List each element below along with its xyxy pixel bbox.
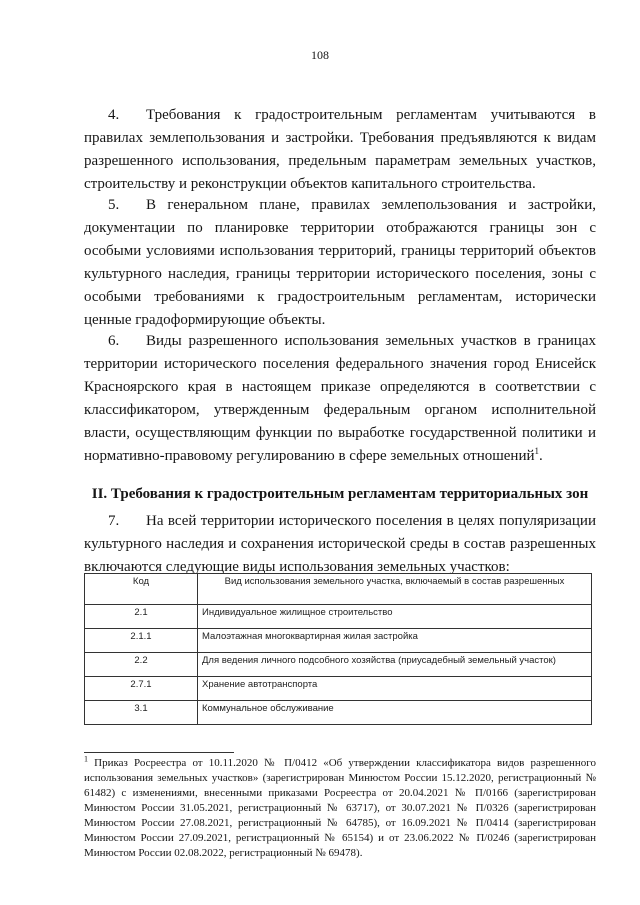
- paragraph-6: 6. Виды разрешенного использования земельных участков в границах территории исторического поселения федерального значения город Енисейск Красноярского края в настоящем приказе определяются в соответствии с классификатором, утвержденным федеральным органом исполнительной власти, осуществляющим функции по выработке государственной политики и нормативно-правовому регулированию в сфере земельных отношений$^1$.: [84, 330, 596, 468]
- footnote-text: Приказ Росреестра от 10.11.2020 № П/0412 «Об утверждении классификатора видов разрешенного использования земельных участков» (зарегистрирован Минюстом России 15.12.2020, регистрационный № 61482) с изменениями, внесенными приказами Росреестра от 20.04.2021 № П/0166 (зарегистрирован Минюстом России 31.05.2021, регистрационный № 63717), от 30.07.2021 № П/0326 (зарегистрирован Минюстом России 27.08.2021, регистрационный № 64785), от 16.09.2021 № П/0414 (зарегистрирован Минюстом России 27.09.2021, регистрационный № 65154) и от 23.06.2022 № П/0246 (зарегистрирован Минюстом России 02.08.2022, регистрационный № 69478).: [84, 757, 596, 859]
- paragraph-6-number: 6.: [108, 333, 120, 349]
- paragraph-4: [84, 104, 596, 196]
- row-code: 2.2: [85, 653, 198, 677]
- paragraph-7: [84, 510, 596, 579]
- footnote-mark: 1: [84, 754, 88, 764]
- table-row: [85, 701, 592, 725]
- paragraph-5-number: 5.: [108, 197, 120, 213]
- paragraph-5: [84, 194, 596, 332]
- table-row: [85, 653, 592, 677]
- paragraph-4-text: Требования к градостроительным регламентам учитываются в правилах землепользования и застройки. Требования предъявляются к видам разрешенного использования, предельным параметрам земельных участков, строительству и реконструкции объектов капитального строительства.: [84, 107, 596, 192]
- row-code: 2.1.1: [85, 629, 198, 653]
- row-land-use: Хранение автотранспорта: [198, 677, 592, 701]
- row-land-use: Малоэтажная многоквартирная жилая застройка: [198, 629, 592, 653]
- table-row: [85, 629, 592, 653]
- table-row: [85, 605, 592, 629]
- footnote-reference[interactable]: 1: [534, 446, 540, 456]
- header-land-use-type: Вид использования земельного участка, включаемый в состав разрешенных: [198, 574, 592, 605]
- paragraph-5-text: В генеральном плане, правилах землепользования и застройки, документации по планировке территории отображаются границы зон с особыми условиями использования территорий, границы территорий объектов культурного наследия, границы территории исторического поселения, зоны с особыми требованиями к градостроительным регламентам, исторически ценные градоформирующие объекты.: [84, 197, 596, 328]
- table-header-row: [85, 574, 592, 605]
- row-code: 3.1: [85, 701, 198, 725]
- row-land-use: Коммунальное обслуживание: [198, 701, 592, 725]
- row-land-use: Индивидуальное жилищное строительство: [198, 605, 592, 629]
- paragraph-4-number: 4.: [108, 107, 120, 123]
- paragraph-7-text: На всей территории исторического поселения в целях популяризации культурного наследия и сохранения исторической среды в состав разрешенных включаются следующие виды использования земельных участков:: [84, 513, 596, 575]
- row-code: 2.1: [85, 605, 198, 629]
- paragraph-6-text: Виды разрешенного использования земельных участков в границах территории исторического поселения федерального значения город Енисейск Красноярского края в настоящем приказе определяются в соответствии с классификатором, утвержденным федеральным органом исполнительной власти, осуществляющим функции по выработке государственной политики и нормативно-правовому регулированию в сфере земельных отношений: [84, 333, 596, 464]
- row-land-use: Для ведения личного подсобного хозяйства (приусадебный земельный участок): [198, 653, 592, 677]
- page-number: 108: [311, 48, 329, 62]
- table-row: [85, 677, 592, 701]
- header-code: Код: [85, 574, 198, 605]
- paragraph-7-number: 7.: [108, 513, 120, 529]
- section-heading: II. Требования к градостроительным регламентам территориальных зон: [91, 486, 589, 502]
- footnote: [84, 756, 596, 861]
- footnote-divider: [84, 752, 234, 753]
- land-use-table: [84, 573, 592, 725]
- row-code: 2.7.1: [85, 677, 198, 701]
